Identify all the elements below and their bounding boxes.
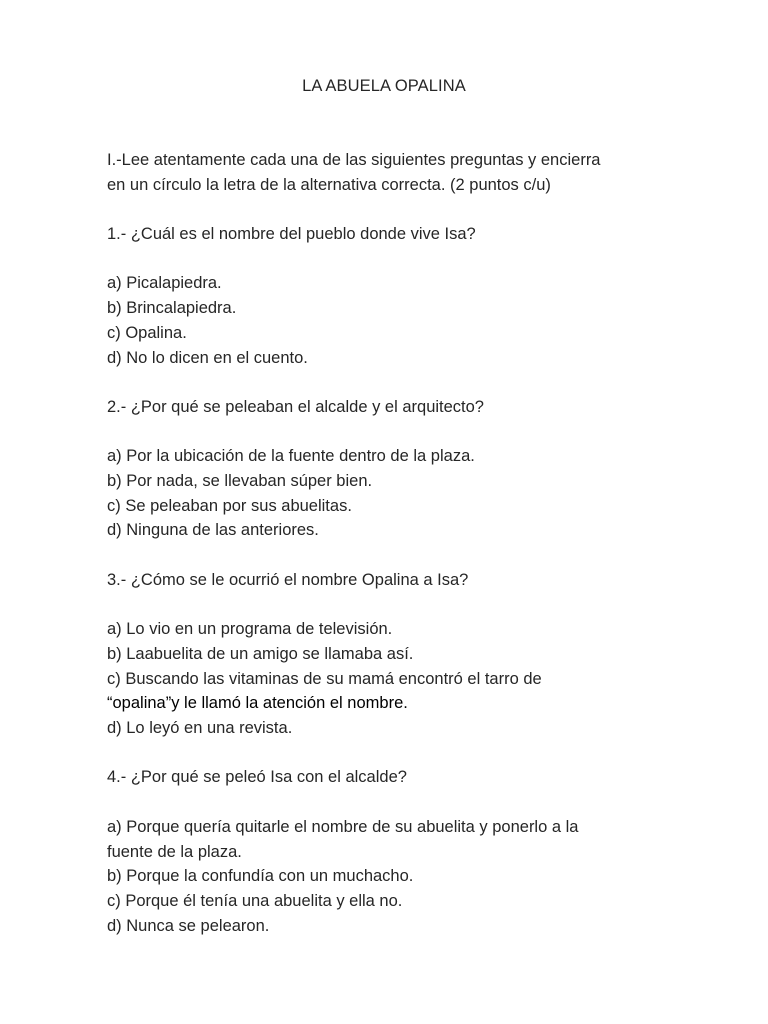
question-prompt: 4.- ¿Por qué se peleó Isa con el alcalde? [107, 768, 407, 787]
answer-option: b) Porque la confundía con un muchacho. [107, 867, 414, 886]
answer-option: d) Nunca se pelearon. [107, 916, 270, 935]
instructions-line: I.-Lee atentamente cada una de las siguientes preguntas y encierra [107, 151, 601, 169]
answer-option: c) Porque él tenía una abuelita y ella no. [107, 891, 403, 910]
answer-option: d) Ninguna de las anteriores. [107, 521, 319, 540]
answer-option: d) No lo dicen en el cuento. [107, 348, 308, 367]
answer-option: a) Lo vio en un programa de televisión. [107, 620, 393, 639]
answer-option: c) Se peleaban por sus abuelitas. [107, 496, 352, 515]
answer-option: c) Opalina. [107, 323, 187, 342]
question-prompt: 3.- ¿Cómo se le ocurrió el nombre Opalina a Isa? [107, 570, 469, 589]
answer-option: b) Por nada, se llevaban súper bien. [107, 472, 373, 491]
answer-option: a) Porque quería quitarle el nombre de su abuelita y ponerlo a la [107, 817, 579, 836]
answer-option: a) Por la ubicación de la fuente dentro de la plaza. [107, 447, 475, 466]
answer-option-continuation: “opalina”y le llamó la atención el nombre. [107, 694, 408, 713]
answer-option: b) Laabuelita de un amigo se llamaba así. [107, 644, 414, 663]
instructions-line: en un círculo la letra de la alternativa correcta. (2 puntos c/u) [107, 175, 551, 194]
answer-option: d) Lo leyó en una revista. [107, 719, 293, 738]
question-prompt: 1.- ¿Cuál es el nombre del pueblo donde vive Isa? [107, 225, 476, 244]
question-prompt: 2.- ¿Por qué se peleaban el alcalde y el arquitecto? [107, 397, 484, 416]
answer-option-continuation: fuente de la plaza. [107, 842, 242, 861]
answer-option: a) Picalapiedra. [107, 274, 222, 293]
answer-option: b) Brincalapiedra. [107, 299, 237, 318]
answer-option: c) Buscando las vitaminas de su mamá encontró el tarro de [107, 669, 542, 688]
document-body [107, 148, 667, 938]
document-title: LA ABUELA OPALINA [302, 77, 466, 95]
